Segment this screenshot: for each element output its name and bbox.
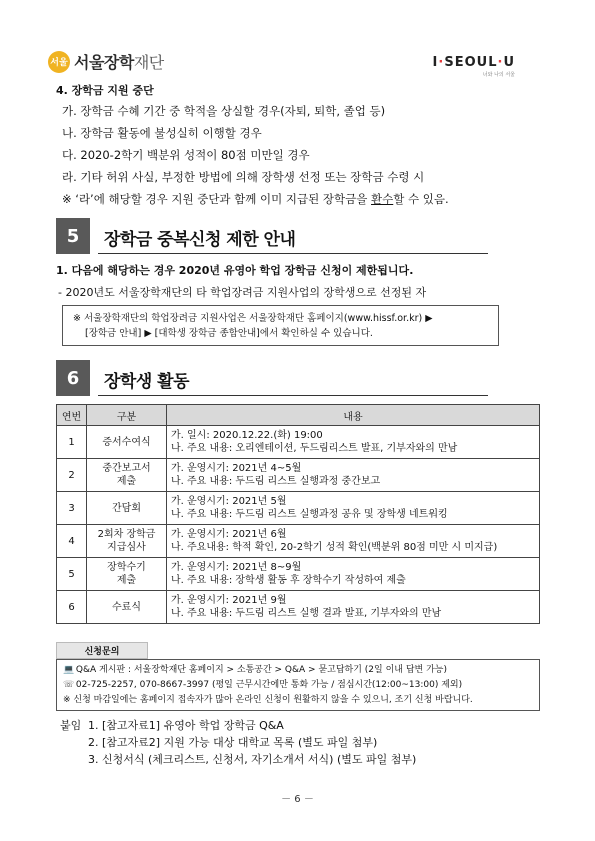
row-no: 4 — [57, 525, 87, 558]
row-type — [87, 558, 167, 591]
section4-item-4: 라. 기타 허위 사실, 부정한 방법에 의해 장학생 선정 또는 장학금 수령 시 — [62, 170, 425, 184]
section5-note-line-1: ※ 서울장학재단의 학업장려금 지원사업은 서울장학재단 홈페이지(www.hissf.or.kr) ▶ — [73, 313, 433, 324]
row-no: 3 — [57, 492, 87, 525]
row-type-line-1: 2회차 장학금 — [97, 529, 156, 540]
row-type-line-1: 간담회 — [112, 502, 141, 514]
column-header-type: 구분 — [87, 405, 167, 426]
table-row — [57, 459, 540, 492]
section6-number: 6 — [56, 360, 90, 396]
row-no: 5 — [57, 558, 87, 591]
logo-seoul: SEOUL — [444, 55, 498, 70]
logo-dot-1: · — [438, 55, 445, 70]
section4-item-1: 가. 장학금 수혜 기간 중 학적을 상실할 경우(자퇴, 퇴학, 졸업 등) — [62, 104, 386, 118]
row-content-line-2: 나. 주요 내용: 오리엔테이션, 두드림리스트 발표, 기부자와의 만남 — [171, 443, 458, 454]
foundation-logo-sub: 재단 — [133, 53, 164, 72]
table-row — [57, 558, 540, 591]
section5-item: - 2020년도 서울장학재단의 타 학업장려금 지원사업의 장학생으로 선정된 자 — [58, 286, 427, 299]
row-type-line-2: 제출 — [116, 575, 137, 586]
row-content-line-2: 나. 주요내용: 학적 확인, 20-2학기 성적 확인(백분위 80점 미만 시 미지급) — [171, 542, 498, 553]
row-no: 6 — [57, 591, 87, 624]
row-content — [167, 591, 540, 624]
foundation-logo-text — [74, 50, 164, 73]
section6-title: 장학생 활동 — [104, 372, 190, 392]
section6-divider — [98, 395, 488, 396]
row-content-line-2: 나. 주요 내용: 장학생 활동 후 장학수기 작성하여 제출 — [171, 575, 406, 586]
row-content — [167, 459, 540, 492]
attachments-label: 붙임 — [60, 719, 82, 732]
section4-item-3: 다. 2020-2학기 백분위 성적이 80점 미만일 경우 — [62, 148, 310, 162]
section4-note — [62, 192, 449, 206]
seoul-scholarship-foundation-logo — [48, 50, 164, 73]
row-content — [167, 492, 540, 525]
row-content-line-1: 가. 운영시기: 2021년 9월 — [171, 595, 287, 606]
logo-u: U — [503, 55, 515, 70]
note-underlined-text: 환수 — [371, 192, 394, 206]
section6-header — [56, 360, 488, 396]
section5-title: 장학금 중복신청 제한 안내 — [104, 230, 296, 250]
computer-icon: 💻 — [63, 665, 75, 675]
row-type-line-1: 증서수여식 — [102, 436, 151, 448]
column-header-content: 내용 — [167, 405, 540, 426]
row-type-line-1: 장학수기 — [107, 562, 146, 573]
note-text-after: 할 수 있음. — [393, 192, 449, 206]
row-content-line-1: 가. 운영시기: 2021년 6월 — [171, 529, 287, 540]
table-row — [57, 426, 540, 459]
row-content-line-2: 나. 주요 내용: 두드림 리스트 실행 결과 발표, 기부자와의 만남 — [171, 608, 442, 619]
row-type — [87, 591, 167, 624]
row-no: 1 — [57, 426, 87, 459]
row-type — [87, 492, 167, 525]
table-row — [57, 591, 540, 624]
section4-item-2: 나. 장학금 활동에 불성실히 이행할 경우 — [62, 126, 262, 140]
attachment-item-3: 3. 신청서식 (체크리스트, 신청서, 자기소개서 서식) (별도 파일 첨부) — [88, 753, 417, 766]
row-type — [87, 525, 167, 558]
activity-schedule-table — [56, 404, 540, 624]
i-seoul-u-logo — [433, 55, 515, 78]
note-text-before: ※ ‘라’에 해당할 경우 지원 중단과 함께 이미 지급된 장학금을 — [62, 192, 372, 206]
row-type-line-1: 중간보고서 — [102, 463, 151, 474]
row-content — [167, 558, 540, 591]
row-content-line-2: 나. 주요 내용: 두드림 리스트 실행과정 공유 및 장학생 네트워킹 — [171, 509, 448, 520]
row-content-line-1: 가. 운영시기: 2021년 8~9월 — [171, 562, 302, 573]
row-content-line-1: 가. 운영시기: 2021년 4~5월 — [171, 463, 302, 474]
row-type — [87, 459, 167, 492]
row-type-line-2: 지급심사 — [107, 542, 146, 553]
row-content — [167, 426, 540, 459]
table-row — [57, 525, 540, 558]
inquiry-tab-label: 신청문의 — [56, 642, 148, 659]
logo-dot-2: · — [497, 55, 504, 70]
section5-number: 5 — [56, 218, 90, 254]
row-content — [167, 525, 540, 558]
column-header-no: 연번 — [57, 405, 87, 426]
i-seoul-u-subtitle: 너와 나의 서울 — [482, 72, 515, 78]
section5-divider — [98, 253, 488, 254]
section5-note-line-2: [장학금 안내] ▶ [대학생 장학금 종합안내]에서 확인하실 수 있습니다. — [85, 328, 373, 339]
section5-subheading: 1. 다음에 해당하는 경우 2020년 유영아 학업 장학금 신청이 제한됩니다. — [56, 264, 414, 277]
table-header-row — [57, 405, 540, 426]
i-seoul-u-text — [433, 55, 515, 70]
row-content-line-2: 나. 주요 내용: 두드림 리스트 실행과정 중간보고 — [171, 476, 381, 487]
attachment-item-1: 1. [참고자료1] 유영아 학업 장학금 Q&A — [88, 719, 284, 732]
inquiry-line-qa — [63, 663, 533, 678]
attachment-item-2: 2. [참고자료2] 지원 가능 대상 대학교 목록 (별도 파일 첨부) — [88, 736, 378, 749]
row-content-line-1: 가. 일시: 2020.12.22.(화) 19:00 — [171, 430, 323, 441]
inquiry-box — [56, 659, 540, 711]
row-type — [87, 426, 167, 459]
section5-header — [56, 218, 488, 254]
page-number: － 6 － — [281, 794, 314, 805]
section4-heading: 4. 장학금 지원 중단 — [56, 84, 154, 97]
foundation-logo-main: 서울장학 — [74, 53, 134, 72]
row-type-line-2: 제출 — [116, 476, 137, 487]
phone-icon: ☏ — [63, 680, 75, 690]
inquiry-line-phone — [63, 678, 533, 693]
foundation-seal-icon: 서울 — [48, 51, 70, 73]
section5-note-box — [62, 305, 499, 346]
row-type-line-1: 수료식 — [112, 601, 141, 613]
table-row — [57, 492, 540, 525]
inquiry-line-note: ※ 신청 마감일에는 홈페이지 접속자가 많아 온라인 신청이 원활하지 않을 수 있으니, 조기 신청 바랍니다. — [63, 695, 473, 705]
logo-i: I — [432, 55, 439, 70]
row-no: 2 — [57, 459, 87, 492]
inquiry-phone-text: 02-725-2257, 070-8667-3997 (평일 근무시간에만 통화 가능 / 점심시간(12:00~13:00) 제외) — [75, 680, 463, 690]
row-content-line-1: 가. 운영시기: 2021년 5월 — [171, 496, 287, 507]
inquiry-qa-text: Q&A 게시판 : 서울장학재단 홈페이지 > 소통공간 > Q&A > 묻고답하기 (2일 이내 답변 가능) — [75, 665, 447, 675]
